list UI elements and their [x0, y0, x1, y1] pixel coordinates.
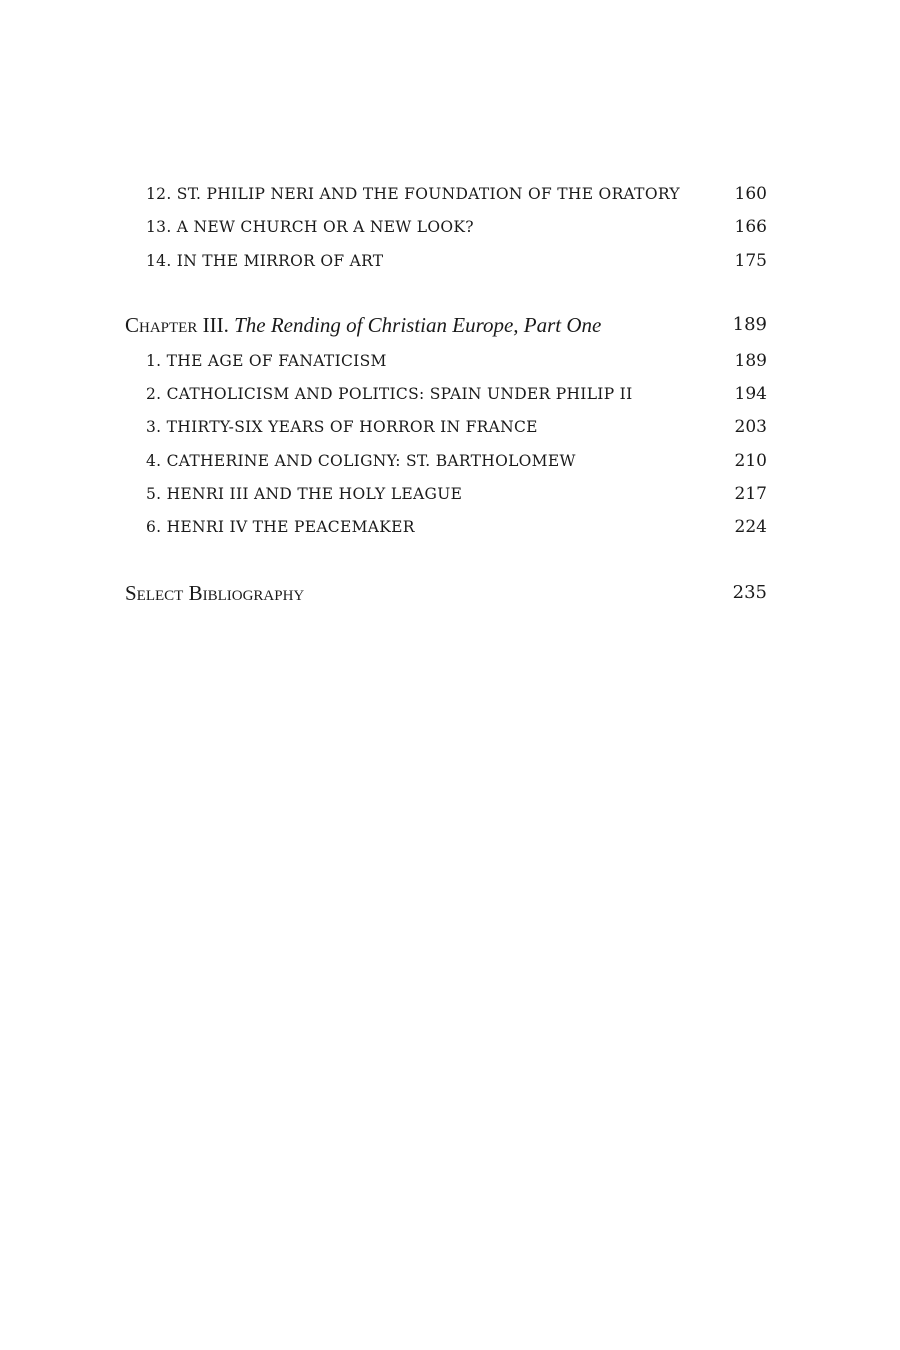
toc-entry-page: 166	[734, 217, 767, 237]
toc-entry-title: 13. A NEW CHURCH OR A NEW LOOK?	[146, 218, 474, 236]
toc-entry	[0, 183, 900, 213]
toc-entry	[0, 250, 900, 280]
toc-entry-title: 4. CATHERINE AND COLIGNY: ST. BARTHOLOMEW	[146, 452, 576, 470]
toc-entry-page: 210	[734, 451, 767, 471]
bibliography-page: 235	[732, 582, 767, 603]
toc-entry-title: 14. IN THE MIRROR OF ART	[146, 252, 384, 270]
toc-entry-page: 160	[734, 184, 767, 204]
chapter-title: The Rending of Christian Europe, Part One	[234, 313, 602, 337]
bibliography-entry	[0, 579, 900, 609]
chapter-page: 189	[732, 314, 767, 335]
toc-entry-page: 203	[734, 417, 767, 437]
toc-entry-title: 3. THIRTY-SIX YEARS OF HORROR IN FRANCE	[146, 418, 538, 436]
chapter-heading	[0, 311, 900, 341]
toc-entry	[0, 516, 900, 546]
chapter-heading-text	[125, 311, 601, 339]
toc-entry	[0, 483, 900, 513]
toc-entry	[0, 383, 900, 413]
toc-entry-title: 1. THE AGE OF FANATICISM	[146, 352, 387, 370]
toc-entry-title: 5. HENRI III AND THE HOLY LEAGUE	[146, 485, 463, 503]
toc-entry-page: 189	[734, 351, 767, 371]
toc-entry-title: 12. ST. PHILIP NERI AND THE FOUNDATION OF THE ORATORY	[146, 185, 680, 203]
toc-entry-page: 194	[734, 384, 767, 404]
chapter-number: III.	[197, 313, 235, 337]
toc-entry-page: 175	[734, 251, 767, 271]
toc-entry-title: 6. HENRI IV THE PEACEMAKER	[146, 518, 415, 536]
toc-entry-page: 217	[734, 484, 767, 504]
toc-entry	[0, 450, 900, 480]
bibliography-title: Select Bibliography	[125, 581, 305, 605]
toc-entry-page: 224	[734, 517, 767, 537]
toc-entry-title: 2. CATHOLICISM AND POLITICS: SPAIN UNDER PHILIP II	[146, 385, 633, 403]
toc-entry	[0, 416, 900, 446]
toc-entry	[0, 350, 900, 380]
toc-entry	[0, 216, 900, 246]
chapter-lead: Chapter	[125, 313, 198, 337]
